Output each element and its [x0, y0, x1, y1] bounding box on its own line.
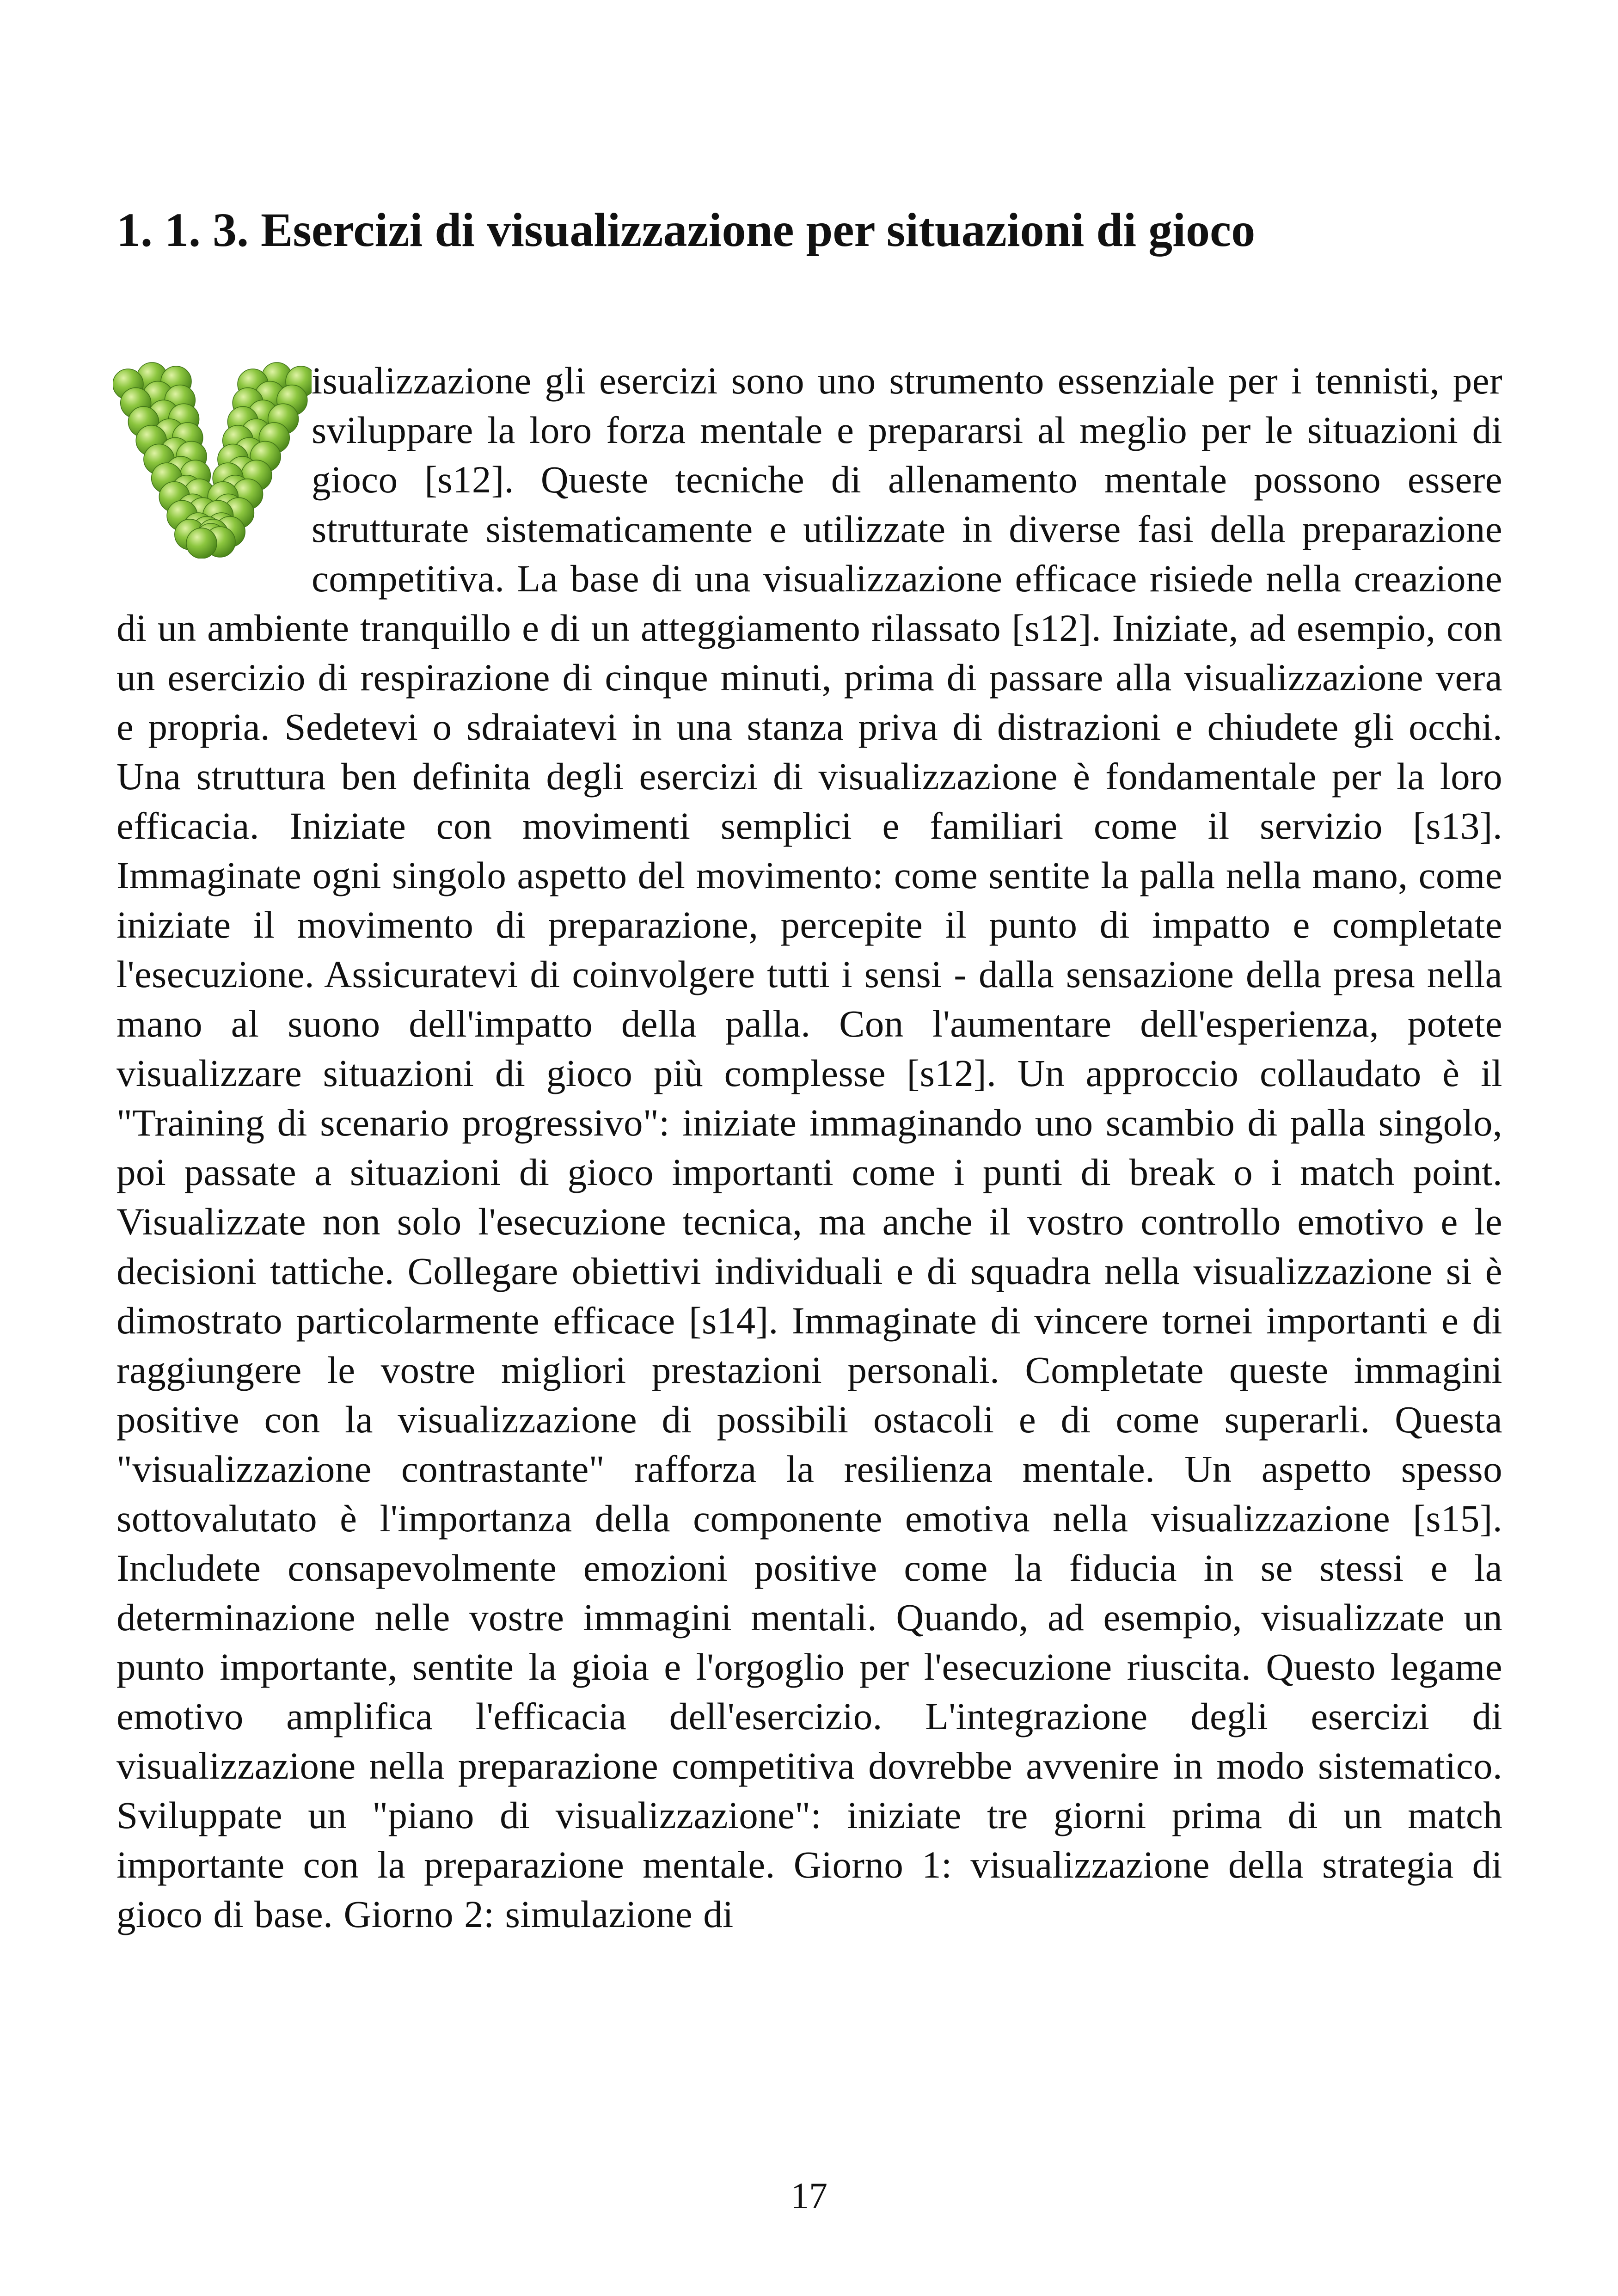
body-text-block: [116, 356, 1502, 1939]
dropcap-letter-v: [113, 361, 312, 559]
page-number: 17: [791, 2176, 827, 2216]
body-paragraph: isualizzazione gli esercizi sono uno strumento essenziale per i tennisti, per sviluppare la loro forza mentale e prepararsi al meglio per le situazioni di gioco [s12]. Queste tecniche di allenamento mentale possono essere strutturate sistematicamente e utilizzate in diverse fasi della preparazione competitiva. La base di una visualizzazione efficace risiede nella creazione di un ambiente tranquillo e di un atteggiamento rilassato [s12]. Iniziate, ad esempio, con un esercizio di respirazione di cinque minuti, prima di passare alla visualizzazione vera e propria. Sedetevi o sdraiatevi in una stanza priva di distrazioni e chiudete gli occhi. Una struttura ben definita degli esercizi di visualizzazione è fondamentale per la loro efficacia. Iniziate con movimenti semplici e familiari come il servizio [s13]. Immaginate ogni singolo aspetto del movimento: come sentite la palla nella mano, come iniziate il movimento di preparazione, percepite il punto di impatto e completate l'esecuzione. Assicuratevi di coinvolgere tutti i sensi - dalla sensazione della presa nella mano al suono dell'impatto della palla. Con l'aumentare dell'esperienza, potete visualizzare situazioni di gioco più complesse [s12]. Un approccio collaudato è il "Training di scenario progressivo": iniziate immaginando uno scambio di palla singolo, poi passate a situazioni di gioco importanti come i punti di break o i match point. Visualizzate non solo l'esecuzione tecnica, ma anche il vostro controllo emotivo e le decisioni tattiche. Collegare obiettivi individuali e di squadra nella visualizzazione si è dimostrato particolarmente efficace [s14]. Immaginate di vincere tornei importanti e di raggiungere le vostre migliori prestazioni personali. Completate queste immagini positive con la visualizzazione di possibili ostacoli e di come superarli. Questa "visualizzazione contrastante" rafforza la resilienza mentale. Un aspetto spesso sottovalutato è l'importanza della componente emotiva nella visualizzazione [s15]. Includete consapevolmente emozioni positive come la fiducia in se stessi e la determinazione nelle vostre immagini mentali. Quando, ad esempio, visualizzate un punto importante, sentite la gioia e l'orgoglio per l'esecuzione riuscita. Questo legame emotivo amplifica l'efficacia dell'esercizio. L'integrazione degli esercizi di visualizzazione nella preparazione competitiva dovrebbe avvenire in modo sistematico. Sviluppate un "piano di visualizzazione": iniziate tre giorni prima di un match importante con la preparazione mentale. Giorno 1: visualizzazione della strategia di gioco di base. Giorno 2: simulazione di: [116, 359, 1502, 1935]
section-title: 1. 1. 3. Esercizi di visualizzazione per situazioni di gioco: [116, 203, 1256, 257]
tennis-ball-letter-v-icon: [113, 361, 312, 559]
tennis-ball-icon: [186, 528, 217, 559]
